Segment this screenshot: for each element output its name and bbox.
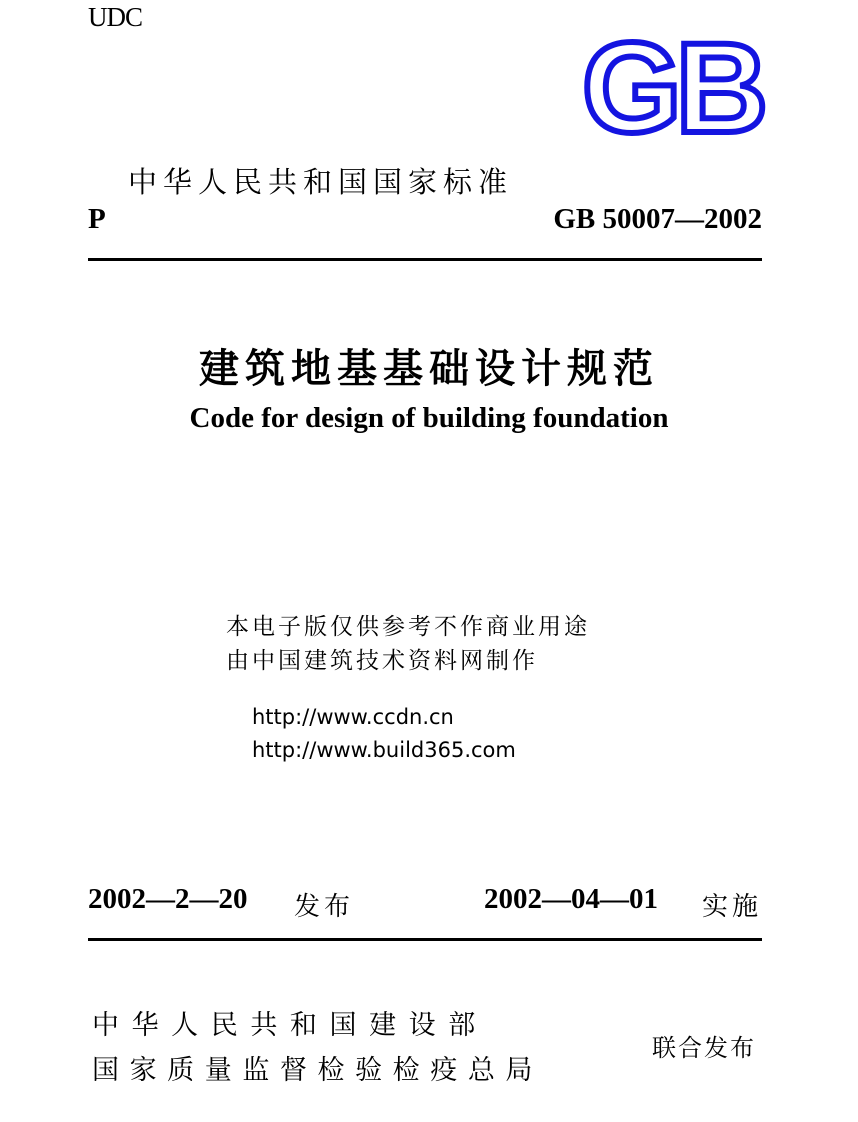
top-divider xyxy=(88,258,762,261)
title-zh: 建筑地基基础设计规范 xyxy=(199,346,659,392)
effective-label: 实施 xyxy=(702,892,763,922)
publish-label: 发布 xyxy=(294,892,355,922)
url-build365: http://www.build365.com xyxy=(252,738,516,762)
joint-publish-label: 联合发布 xyxy=(652,1034,756,1062)
publish-date: 2002—2—20 xyxy=(88,883,248,915)
effective-date: 2002—04—01 xyxy=(484,883,658,915)
notice-line-1: 本电子版仅供参考不作商业用途 xyxy=(226,614,590,640)
title-en: Code for design of building foundation xyxy=(189,402,669,434)
udc-label: UDC xyxy=(88,2,143,32)
gb-logo xyxy=(574,34,770,140)
category-label: P xyxy=(88,203,106,235)
publisher-aqsiq: 国 家 质 量 监 督 检 验 检 疫 总 局 xyxy=(92,1055,534,1086)
url-ccdn: http://www.ccdn.cn xyxy=(252,705,454,729)
gb-logo-text: GB xyxy=(582,34,762,140)
issuer-line: 中华人民共和国国家标准 xyxy=(128,165,514,199)
bottom-divider xyxy=(88,938,762,941)
standard-code: GB 50007—2002 xyxy=(553,203,762,235)
notice-line-2: 由中国建筑技术资料网制作 xyxy=(226,648,538,674)
publisher-ministry: 中 华 人 民 共 和 国 建 设 部 xyxy=(92,1010,478,1041)
